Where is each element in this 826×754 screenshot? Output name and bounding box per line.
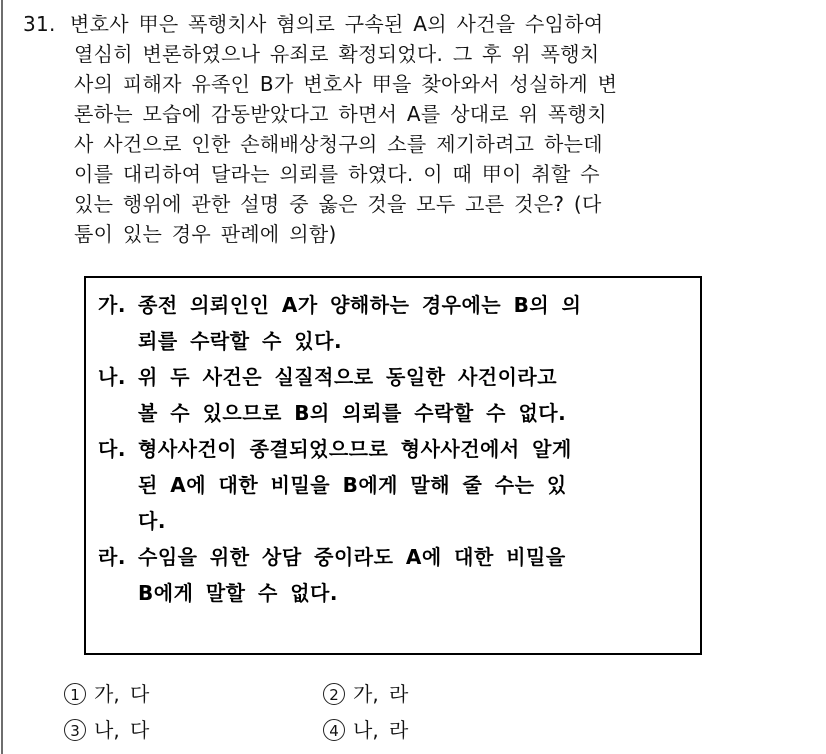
circled-number-3-icon: 3: [64, 719, 86, 741]
circled-number-4-icon: 4: [323, 719, 345, 741]
question-number: 31.: [23, 12, 56, 36]
statement-label-na: 나.: [98, 365, 126, 389]
statement-da-line-1: 다. 형사사건이 종결되었으므로 형사사건에서 알게: [98, 437, 572, 461]
statement-da-line-2: 된 A에 대한 비밀을 B에게 말해 줄 수는 있: [138, 473, 567, 497]
choice-4-text: 나, 라: [353, 718, 409, 742]
statement-ra-line-2: B에게 말할 수 없다.: [138, 581, 338, 605]
choice-4[interactable]: [323, 718, 408, 743]
choice-3[interactable]: [64, 718, 149, 743]
circled-number-1-icon: 1: [64, 683, 86, 705]
question-line-4: 론하는 모습에 감동받았다고 하면서 A를 상대로 위 폭행치: [74, 102, 607, 126]
question-line-2: 열심히 변론하였으나 유죄로 확정되었다. 그 후 위 폭행치: [74, 42, 600, 66]
circled-number-2-icon: 2: [323, 683, 345, 705]
question-line-7: 있는 행위에 관한 설명 중 옳은 것을 모두 고른 것은? (다: [74, 192, 602, 216]
question-line-3: 사의 피해자 유족인 B가 변호사 甲을 찾아와서 성실하게 변: [74, 72, 618, 96]
page-left-border: [1, 0, 3, 754]
choice-2[interactable]: [323, 682, 408, 707]
statement-label-da: 다.: [98, 437, 126, 461]
question-line-6: 이를 대리하여 달라는 의뢰를 하였다. 이 때 甲이 취할 수: [74, 162, 600, 186]
statement-da-line-3: 다.: [138, 509, 166, 533]
question-line-8: 툼이 있는 경우 판례에 의함): [74, 222, 337, 246]
statement-na-line-2: 볼 수 있으므로 B의 의뢰를 수락할 수 없다.: [138, 401, 567, 425]
statement-label-ra: 라.: [98, 545, 126, 569]
statement-label-ga: 가.: [98, 293, 126, 317]
statement-ga-line-2: 뢰를 수락할 수 있다.: [138, 329, 343, 353]
choice-2-text: 가, 라: [353, 682, 409, 706]
statement-ga-line-1: 가. 종전 의뢰인인 A가 양해하는 경우에는 B의 의: [98, 293, 582, 317]
question-line-5: 사 사건으로 인한 손해배상청구의 소를 제기하려고 하는데: [74, 132, 603, 156]
statement-na-line-1: 나. 위 두 사건은 실질적으로 동일한 사건이라고: [98, 365, 558, 389]
question-line-1: 31. 변호사 甲은 폭행치사 혐의로 구속된 A의 사건을 수임하여: [23, 12, 604, 36]
choice-1-text: 가, 다: [94, 682, 150, 706]
statement-box: [84, 276, 702, 655]
choice-1[interactable]: [64, 682, 149, 707]
statement-ra-line-1: 라. 수임을 위한 상담 중이라도 A에 대한 비밀을: [98, 545, 566, 569]
choice-3-text: 나, 다: [94, 718, 150, 742]
